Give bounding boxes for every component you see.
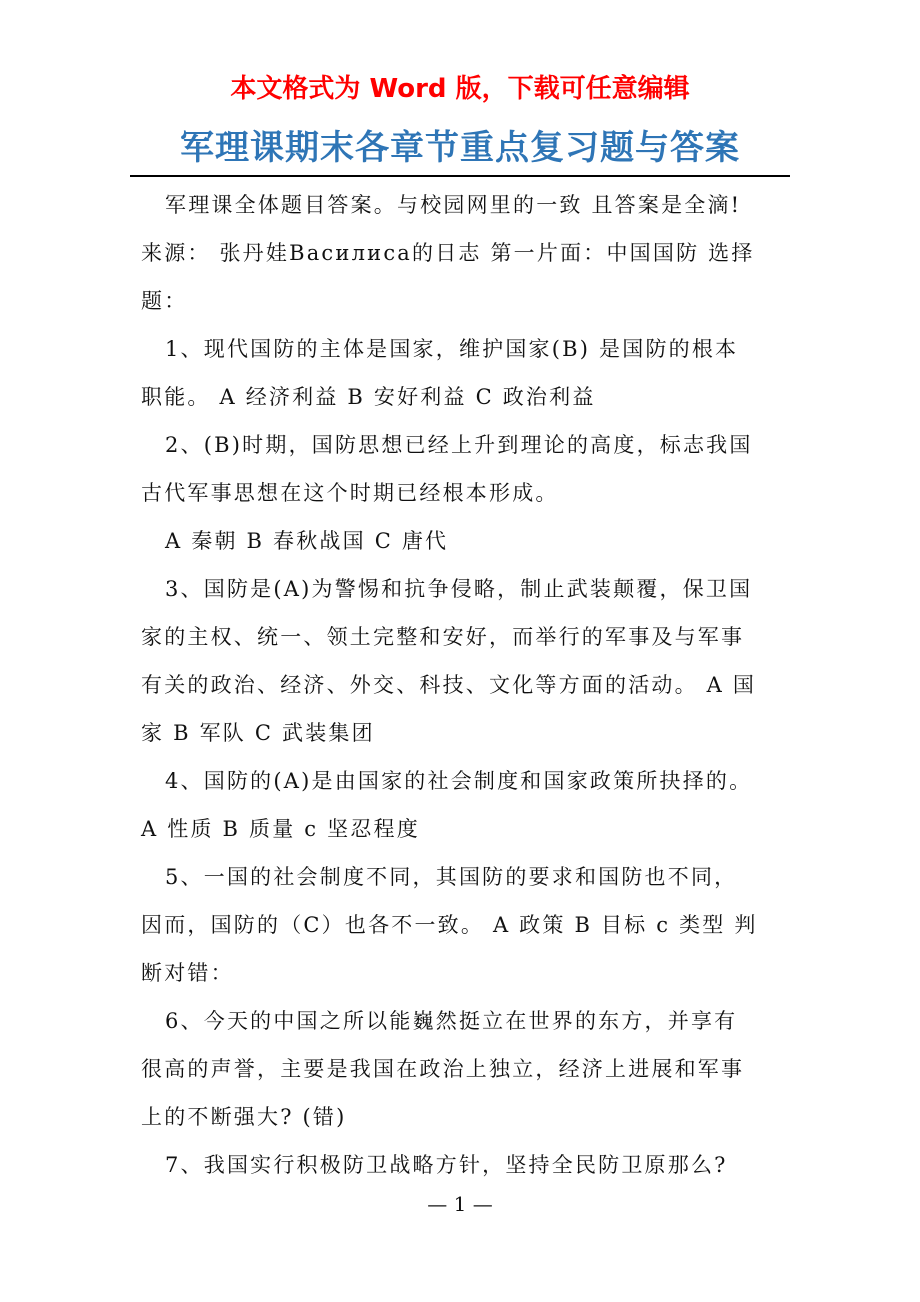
text-line: A 秦朝 B 春秋战国 C 唐代 — [165, 529, 449, 553]
text-line: 5、一国的社会制度不同，其国防的要求和国防也不同， — [165, 865, 738, 889]
text-line: 7、我国实行积极防卫战略方针，坚持全民防卫原那么? — [165, 1153, 728, 1177]
text-line: 1、现代国防的主体是国家，维护国家(B) 是国防的根本 — [165, 337, 739, 361]
document-body — [141, 186, 786, 1194]
title-divider — [130, 175, 790, 177]
text-line: 古代军事思想在这个时期已经根本形成。 — [141, 481, 559, 505]
text-line: 家 B 军队 C 武装集团 — [141, 721, 375, 745]
text-line: 因而，国防的（C）也各不一致。 A 政策 B 目标 c 类型 判 — [141, 913, 758, 937]
text-line: 来源： 张丹娃Василиса的日志 第一片面：中国国防 选择 — [141, 241, 755, 265]
text-line: 职能。 A 经济利益 B 安好利益 C 政治利益 — [141, 385, 596, 409]
text-line: A 性质 B 质量 c 坚忍程度 — [141, 817, 420, 841]
text-line: 4、国防的(A)是由国家的社会制度和国家政策所抉择的。 — [165, 769, 753, 793]
text-line: 6、今天的中国之所以能巍然挺立在世界的东方，并享有 — [165, 1009, 738, 1033]
text-line: 2、(B)时期，国防思想已经上升到理论的高度，标志我国 — [165, 433, 753, 457]
text-line: 上的不断强大? (错) — [141, 1105, 347, 1129]
text-line: 军理课全体题目答案。与校园网里的一致 且答案是全滴! — [165, 193, 742, 217]
word-format-notice: 本文格式为 Word 版，下载可任意编辑 — [230, 74, 690, 104]
text-line: 3、国防是(A)为警惕和抗争侵略，制止武装颠覆，保卫国 — [165, 577, 753, 601]
text-line: 题： — [141, 289, 188, 313]
text-line: 有关的政治、经济、外交、科技、文化等方面的活动。 A 国 — [141, 673, 757, 697]
text-line: 断对错： — [141, 961, 234, 985]
page-number: — 1 — — [427, 1192, 493, 1216]
document-title: 军理课期末各章节重点复习题与答案 — [180, 128, 740, 168]
text-line: 很高的声誉，主要是我国在政治上独立，经济上进展和军事 — [141, 1057, 745, 1081]
text-line: 家的主权、统一、领土完整和安好，而举行的军事及与军事 — [141, 625, 745, 649]
